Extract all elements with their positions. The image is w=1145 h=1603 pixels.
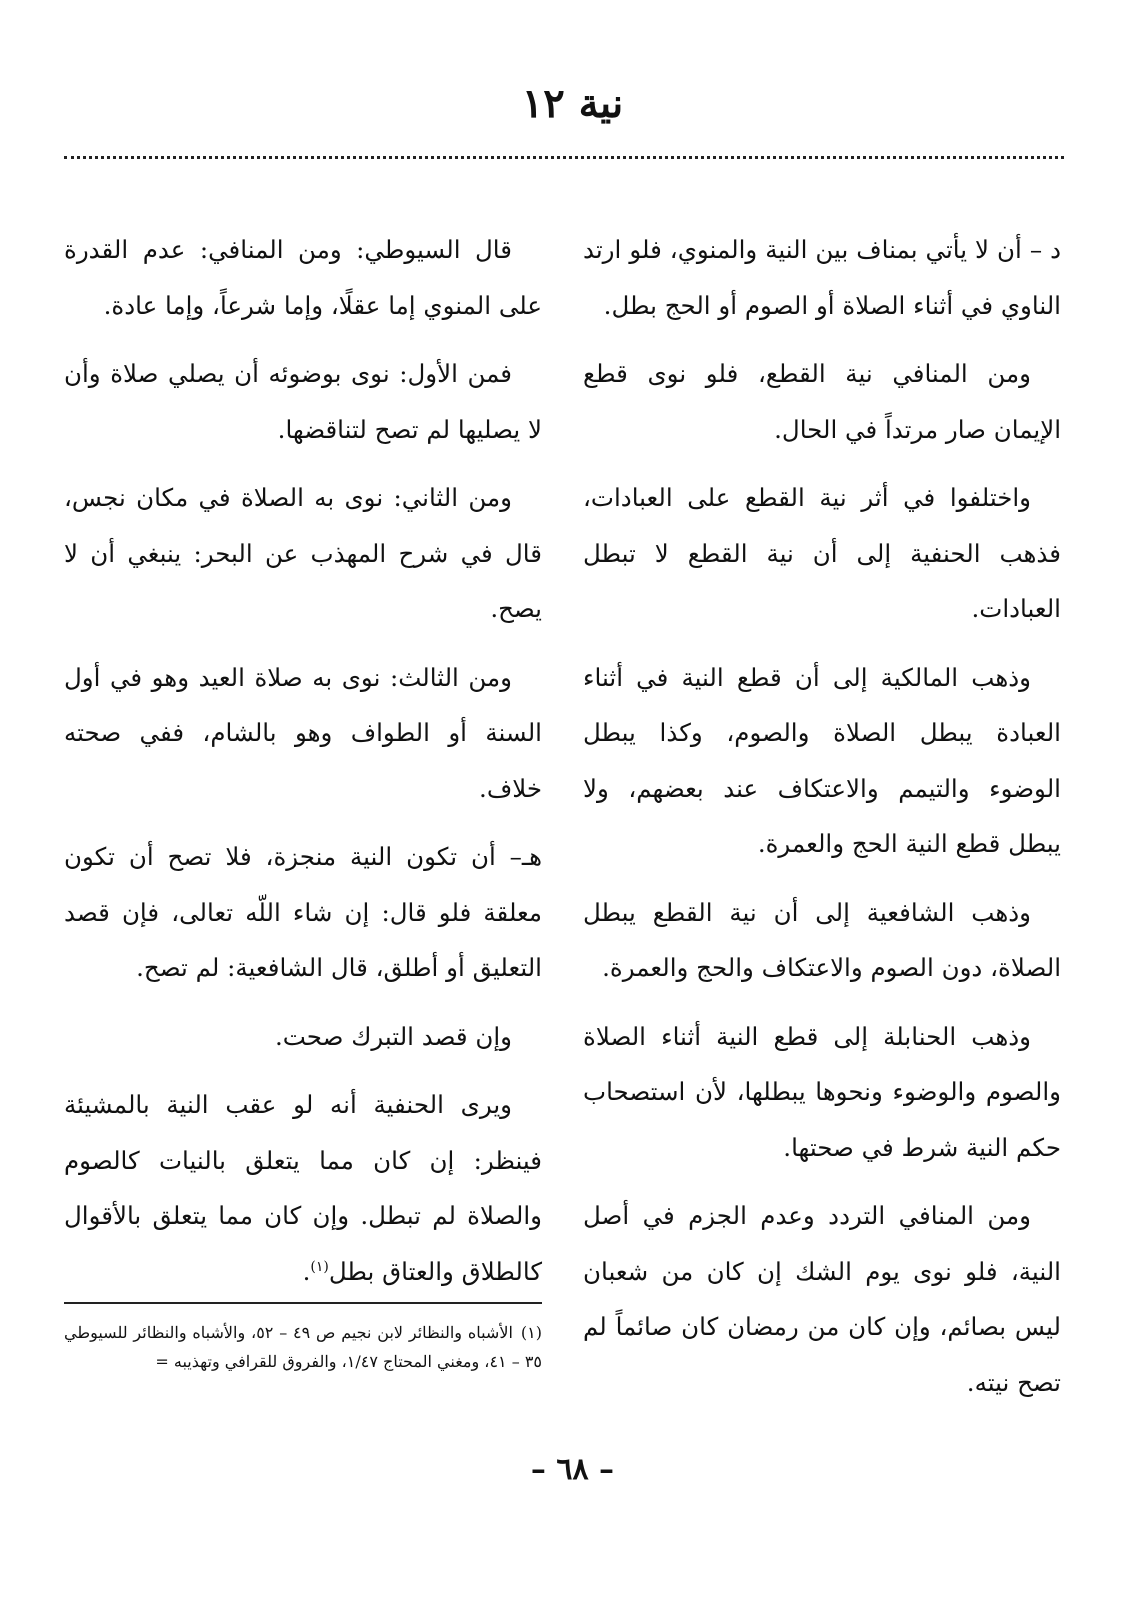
paragraph-tail: . (302, 1256, 311, 1286)
paragraph: ومن الثالث: نوى به صلاة العيد وهو في أول السنة أو الطواف وهو بالشام، ففي صحته خلاف. (64, 662, 542, 803)
page-title: نية ١٢ (521, 80, 624, 127)
paragraph-with-footnote-ref (64, 1077, 542, 1299)
paragraph: واختلفوا في أثر نية القطع على العبادات، فذهب الحنفية إلى أن نية القطع لا تبطل العبادات. (583, 483, 1061, 623)
paragraph: ومن المنافي التردد وعدم الجزم في أصل النية، فلو نوى يوم الشك إن كان من شعبان ليس بصائم، وإن كان من رمضان كان صائماً لم تصح نيته. (583, 1201, 1061, 1397)
footnote-text: الأشباه والنظائر لابن نجيم ص ٤٩ – ٥٢، والأشباه والنظائر للسيوطي ٣٥ – ٤١، ومغني المحتاج ١/٤٧، والفروق للقرافي وتهذيبه = (64, 1323, 542, 1371)
paragraph: د – أن لا يأتي بمناف بين النية والمنوي، فلو ارتد الناوي في أثناء الصلاة أو الصوم أو الحج بطل. (583, 235, 1061, 320)
paragraph-text: ويرى الحنفية أنه لو عقب النية بالمشيئة فينظر: إن كان مما يتعلق بالنيات كالصوم والصلاة لم تبطل. وإن كان مما يتعلق بالأقوال كالطلاق والعتاق بطل (64, 1090, 542, 1286)
paragraph: وذهب الشافعية إلى أن نية القطع يبطل الصلاة، دون الصوم والاعتكاف والحج والعمرة. (583, 897, 1061, 982)
footnote-number: (١) (520, 1323, 542, 1342)
left-column (64, 222, 542, 1376)
paragraph: وإن قصد التبرك صحت. (274, 1021, 512, 1051)
footnote-separator (64, 1302, 542, 1304)
page-header (0, 80, 1145, 127)
right-column (583, 222, 1061, 1423)
paragraph: هـ– أن تكون النية منجزة، فلا تصح أن تكون معلقة فلو قال: إن شاء اللّه تعالى، فإن قصد التعليق أو أطلق، قال الشافعية: لم تصح. (64, 842, 542, 982)
paragraph: وذهب المالكية إلى أن قطع النية في أثناء العبادة يبطل الصلاة والصوم، وكذا يبطل الوضوء والتيمم والاعتكاف عند بعضهم، ولا يبطل قطع النية الحج والعمرة. (583, 662, 1061, 858)
paragraph: ومن المنافي نية القطع، فلو نوى قطع الإيمان صار مرتداً في الحال. (583, 359, 1061, 444)
paragraph: ومن الثاني: نوى به الصلاة في مكان نجس، قال في شرح المهذب عن البحر: ينبغي أن لا يصح. (64, 483, 542, 623)
footnote (64, 1318, 542, 1376)
paragraph: فمن الأول: نوى بوضوئه أن يصلي صلاة وأن لا يصليها لم تصح لتناقضها. (64, 359, 542, 444)
page-number: – ٦٨ – (530, 1452, 615, 1487)
footnote-reference[interactable]: (١) (310, 1258, 329, 1275)
header-dotted-rule (64, 156, 1064, 159)
paragraph: وذهب الحنابلة إلى قطع النية أثناء الصلاة والصوم والوضوء ونحوها يبطلها، لأن استصحاب حكم النية شرط في صحتها. (583, 1021, 1061, 1162)
paragraph: قال السيوطي: ومن المنافي: عدم القدرة على المنوي إما عقلًا، وإما شرعاً، وإما عادة. (64, 235, 542, 320)
